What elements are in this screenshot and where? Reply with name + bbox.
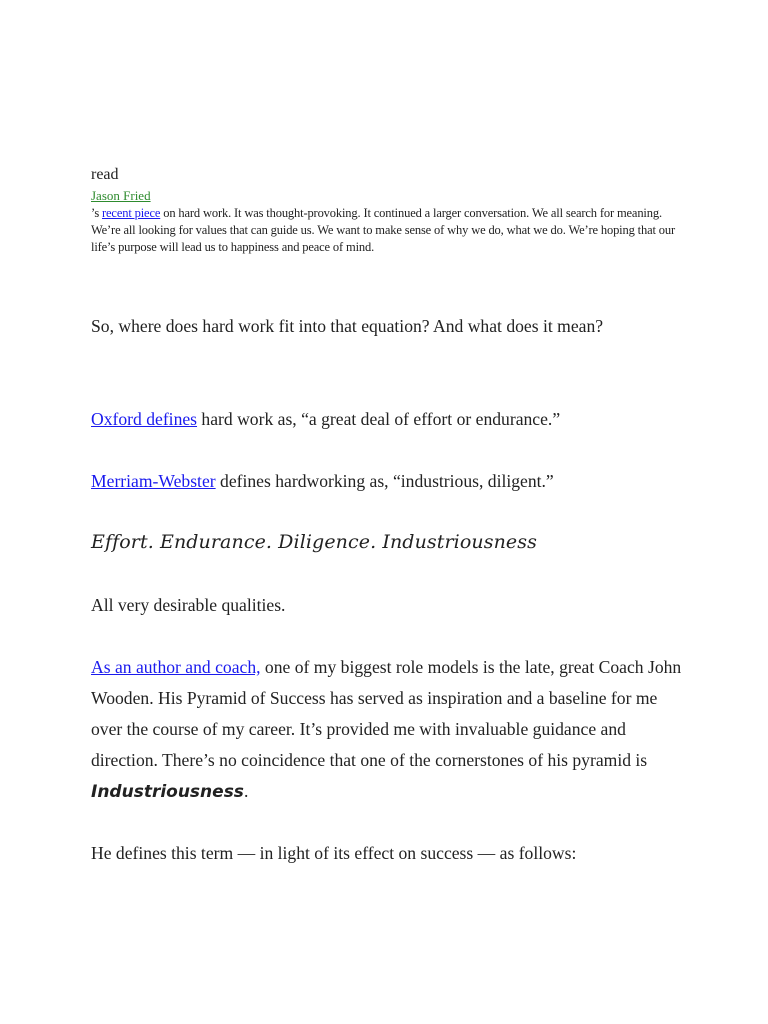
- intro-paragraph-text: on hard work. It was thought-provoking. It continued a larger conversation. We all search for meaning. We’re all looking for values that can guide us. We want to make sense of why we do, what we do. We’re hoping that our life’s purpose will lead us to happiness and peace of mind.: [91, 206, 676, 254]
- qualities-paragraph: All very desirable qualities.: [91, 595, 286, 615]
- merriam-definition-text: defines hardworking as, “industrious, diligent.”: [215, 471, 554, 491]
- oxford-link[interactable]: Oxford defines: [91, 409, 198, 429]
- wooden-paragraph-period: .: [243, 781, 249, 801]
- oxford-paragraph: [91, 404, 683, 435]
- author-and-coach-link[interactable]: As an author and coach,: [91, 657, 261, 677]
- merriam-webster-link[interactable]: Merriam-Webster: [91, 471, 216, 491]
- oxford-definition-text: hard work as, “a great deal of effort or endurance.”: [197, 409, 561, 429]
- recent-piece-link[interactable]: recent piece: [102, 206, 161, 220]
- wooden-paragraph-text: one of my biggest role models is the late, great Coach John Wooden. His Pyramid of Success has served as inspiration and a baseline for me over the course of my career. It’s provided me with invaluable guidance and direction. There’s no coincidence that one of the cornerstones of his pyramid is: [91, 657, 682, 770]
- question-paragraph: So, where does hard work fit into that equation? And what does it mean?: [91, 316, 604, 336]
- merriam-paragraph: [91, 466, 683, 497]
- intro-paragraph: [91, 205, 683, 256]
- industriousness-emphasis: Industriousness: [91, 782, 244, 802]
- apostrophe-s: ’s: [91, 206, 103, 220]
- qualities-heading: Effort. Endurance. Diligence. Industriousness: [91, 531, 537, 553]
- read-word: read: [91, 166, 119, 183]
- author-link-jason-fried[interactable]: Jason Fried: [91, 188, 151, 203]
- wooden-paragraph: [91, 652, 683, 808]
- defines-paragraph: He defines this term — in light of its effect on success — as follows:: [91, 843, 577, 863]
